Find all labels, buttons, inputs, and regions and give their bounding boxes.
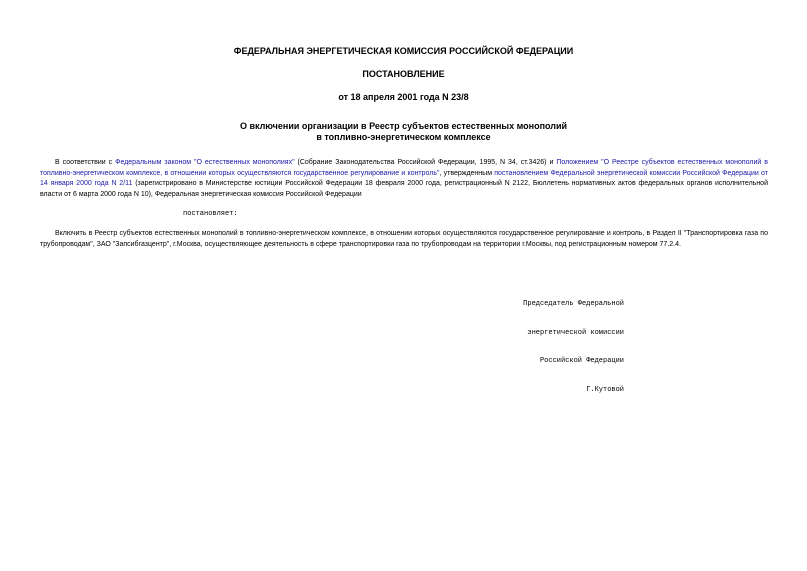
operative-paragraph: Включить в Реестр субъектов естественных монополий в топливно-энергетическом комплексе, в отношении которых осуществляются государственное регулирование и контроль, в Раздел II "Транспортировка газа по трубопроводам", ЗАО "Запсибгазцентр", г.Москва, осуществляющее деятельность в сфере транспортировки газа по трубопроводам на территории г.Москвы, под регистрационным номером 77.2.4. xyxy=(40,230,768,248)
resolves-label: постановляет: xyxy=(183,210,238,218)
document-title-line-2: в топливно-энергетическом комплексе xyxy=(316,132,491,142)
signature-block xyxy=(523,281,624,414)
fek-resolution-link[interactable]: постановлением Федеральной энергетической комиссии Российской Федерации от 14 января 2000 года N 2/11 xyxy=(40,169,768,187)
document-type-heading: ПОСТАНОВЛЕНИЕ xyxy=(362,69,445,79)
signature-line-1: Председатель Федеральной xyxy=(523,300,624,308)
preamble-text-1: В соответствии с xyxy=(55,159,116,166)
agency-heading: ФЕДЕРАЛЬНАЯ ЭНЕРГЕТИЧЕСКАЯ КОМИССИЯ РОССИЙСКОЙ ФЕДЕРАЦИИ xyxy=(233,46,574,56)
federal-law-link[interactable]: Федеральным законом "О естественных монополиях" xyxy=(115,159,295,166)
signature-line-2: энергетической комиссии xyxy=(527,328,624,337)
document-title-line-1: О включении организации в Реестр субъектов естественных монополий xyxy=(239,121,568,131)
document-title xyxy=(0,121,807,143)
preamble-text-4: (зарегистрировано в Министерстве юстиции Российской Федерации 18 февраля 2000 года, регистрационный N 2122, Бюллетень нормативных актов федеральных органов исполнительной власти от 6 марта 2000 года N 10), Федеральная энергетическая комиссия Российской Федерации xyxy=(40,180,768,198)
preamble-text-3: , утвержденным xyxy=(439,169,495,177)
preamble-text-2: (Собрание Законодательства Российской Федерации, 1995, N 34, ст.3426) и xyxy=(294,159,557,166)
document-date-number: от 18 апреля 2001 года N 23/8 xyxy=(338,92,469,102)
registry-regulation-link[interactable]: Положением "О Реестре субъектов естественных монополий в топливно-энергетическом комплексе, в отношении которых осуществляются государственное регулирование и контроль" xyxy=(40,159,768,177)
signatory-name: Г.Кутовой xyxy=(586,385,624,394)
signature-line-3: Российской Федерации xyxy=(539,357,624,365)
preamble-paragraph xyxy=(40,158,768,200)
